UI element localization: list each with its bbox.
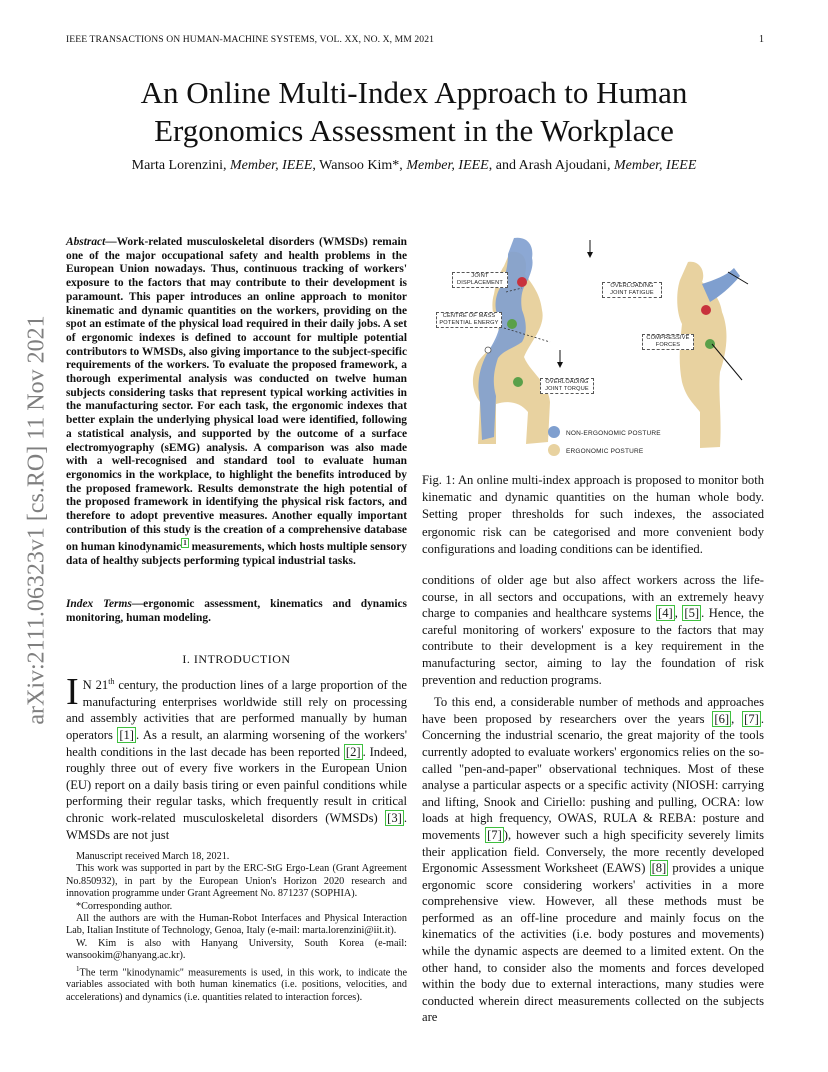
figure-illustration xyxy=(430,232,764,468)
footnote-link[interactable]: 1 xyxy=(183,539,187,548)
author-1: Marta Lorenzini, xyxy=(131,158,227,173)
intro-paragraph xyxy=(66,671,407,843)
citation-link[interactable]: [4] xyxy=(658,606,673,621)
author-2: , Wansoo Kim*, xyxy=(312,158,403,173)
author-2-role: Member, IEEE xyxy=(406,158,489,173)
abstract-text-end: measurements, which hosts multiple sensory data of healthy subjects performing typical industrial tasks. xyxy=(66,541,407,567)
footnotes xyxy=(66,851,407,1004)
title-line-2: Ergonomics Assessment in the Workplace xyxy=(154,113,674,148)
arrow-head xyxy=(557,362,563,368)
author-3: , and Arash Ajoudani, xyxy=(488,158,611,173)
right-column-text xyxy=(422,572,764,1032)
footnote-kinodynamic: $^1$The term "kinodynamic" measurements is used, in this work, to indicate the variables associated with both human kinematics (i.e. positions, velocities, and accelerations) and dynamics (i.e. quantities related to interaction forces). xyxy=(66,964,407,1003)
label-overloading-fatigue: OVERLOADING JOINT FATIGUE xyxy=(602,282,662,298)
red-marker xyxy=(701,305,711,315)
legend-swatch-ergonomic xyxy=(548,444,560,456)
author-3-role: Member, IEEE xyxy=(613,158,697,173)
intro-text-1: N 21 xyxy=(82,678,109,693)
intro-text-2: century, the production lines of a large proportion of the manufacturing enterprises worldwide still rely on processing and assembly activities that are performed manually by human operators xyxy=(66,678,407,742)
index-terms xyxy=(66,598,407,625)
legend-swatch-non-ergonomic xyxy=(548,426,560,438)
paragraph: To this end, a considerable number of methods and approaches have been proposed by researchers over the years [6] , [7] . Concerning the industrial scenario, the great majority of the tools currently adopted to evaluate workers' ergonomics relies on the so-called "pen-and-paper" observational techniques. Most of these analyse a particular aspects or a specific activity (NIOSH: carrying and lifting, Snook and Ciriello: pushing and pulling, OCRA: low loads at high frequency, OWAS, RULA & REBA: posture and movements [7] ), however such a high specificity severely limits their application field. Conversely, the more recently developed Ergonomic Assessment Worksheet (EAWS) [8] provides a unique ergonomic score considering workers' activities in a more comprehensive view. However, all these methods must be performed as an off-line procedure and mainly focus on the kinematics of the activities (i.e. body postures and movements) while the dynamic aspects are deemed to a limited extent. On the other hand, to consider also the moments and forces developed within the body due to external interactions, many studies were conducted wherein direct measurements collected on the subjects are xyxy=(422,695,764,1025)
citation-link[interactable]: [2] xyxy=(345,744,361,759)
footnote-corresponding: *Corresponding author. xyxy=(76,900,173,912)
index-terms-text: —ergonomic assessment, kinematics and dynamics monitoring, human modeling. xyxy=(66,598,407,624)
page-number: 1 xyxy=(759,34,764,45)
red-marker xyxy=(517,277,527,287)
footnote-affiliation-2: W. Kim is also with Hanyang University, South Korea (e-mail: wansookim@hanyang.ac.kr). xyxy=(66,937,407,962)
author-list xyxy=(40,158,788,174)
figure-1 xyxy=(430,232,764,468)
figure-caption: Fig. 1: An online multi-index approach is proposed to monitor both kinematic and dynamic quantities on the human whole body. Setting proper thresholds for such indexes, the associated ergonomic risk can be categorised and more convenient body configurations and loading conditions can be identified. xyxy=(422,473,764,556)
abstract-text: —Work-related musculoskeletal disorders (WMSDs) remain one of the major occupational safety and health problems in the European Union nowadays. Thus, continuous tracking of workers' exposure to the factors that may contribute to their development is paramount. This paper introduces an online approach to monitor kinematic and dynamic quantities on the workers, providing on the spot an estimate of the physical load required in their daily jobs. A set of ergonomic indexes is defined to account for multiple potential contributors to WMSDs, also giving importance to the subject-specific requirements of the workers. To evaluate the proposed framework, a thorough experimental analysis was conducted on twelve human subjects considering tasks that represent typical working activities in the manufacturing sector. For each task, the ergonomic indexes that better explain the underlying physical load were identified, following a statistical analysis, and supported by the outcome of a surface electromyography (sEMG) analysis. A comparison was also made with a well-recognised and standard tool to evaluate human ergonomics in the workplace, to highlight the benefits introduced by the proposed framework. Results demonstrate the high potential of the proposed framework in identifying the physical risk factors, and therefore to adopt preventive measures. Another equally important contribution of this study is the creation of a comprehensive database on human kinodynamic xyxy=(66,236,407,554)
citation-link[interactable]: [8] xyxy=(651,861,667,876)
citation-link[interactable]: [1] xyxy=(119,727,134,742)
arxiv-stamp xyxy=(14,280,60,760)
intro-text-3: . As a result, an alarming worsening of the workers' health conditions in the last decade has been reported xyxy=(66,727,407,759)
label-compressive-forces: COMPRESSIVE FORCES xyxy=(642,334,694,350)
abstract-label: Abstract xyxy=(66,236,106,248)
green-marker xyxy=(705,339,715,349)
label-centre-of-mass: CENTRE OF MASS POTENTIAL ENERGY xyxy=(436,312,502,328)
drop-cap: I xyxy=(66,671,79,713)
citation-link[interactable]: [3] xyxy=(387,810,402,825)
superscript: th xyxy=(108,677,115,686)
green-marker xyxy=(507,319,517,329)
legend-ergonomic: ERGONOMIC POSTURE xyxy=(566,448,644,455)
paper-title xyxy=(40,74,788,150)
label-overloading-torque: OVERLOADING JOINT TORQUE xyxy=(540,378,594,394)
green-marker xyxy=(513,377,523,387)
arxiv-id: arXiv:2111.06323v1 [cs.RO] 11 Nov 2021 xyxy=(23,315,50,725)
title-line-1: An Online Multi-Index Approach to Human xyxy=(140,75,688,110)
intro-text-4: . Indeed, roughly three out of every five workers in the European Union (EU) report on a daily basis tiring or even painful conditions while performing their regular tasks, which frequently result in critical chronic work-related musculoskeletal disorders (WMSDs) xyxy=(66,744,407,825)
citation-link[interactable]: [6] xyxy=(714,711,730,726)
footnote-affiliation: All the authors are with the Human-Robot Interfaces and Physical Interaction Lab, Italian Institute of Technology, Genoa, Italy (e-mail: marta.lorenzini@iit.it). xyxy=(66,913,407,937)
legend-non-ergonomic: NON-ERGONOMIC POSTURE xyxy=(566,430,661,437)
author-1-role: Member, IEEE xyxy=(229,158,313,173)
section-heading: I. INTRODUCTION xyxy=(182,652,291,666)
paragraph: conditions of older age but also affect workers across the life-course, in all sectors and occupations, with an extremely heavy charge to companies and healthcare systems [4] , [5] . Hence, the careful monitoring of workers' exposure to the factors that may contribute to their development is a key requirement in the manufacturing sector, aiming to lay the foundation of risk prevention and reduction programs. xyxy=(422,573,764,687)
intro-text-5: . WMSDs are not just xyxy=(66,810,407,842)
footnote-received: Manuscript received March 18, 2021. xyxy=(76,851,230,862)
journal-header: IEEE TRANSACTIONS ON HUMAN-MACHINE SYSTEMS, VOL. XX, NO. X, MM 2021 xyxy=(66,34,434,45)
arrow-head xyxy=(587,252,593,258)
com-marker xyxy=(485,347,491,353)
citation-link[interactable]: [5] xyxy=(684,606,700,621)
citation-link[interactable]: [7] xyxy=(487,827,502,842)
abstract xyxy=(66,236,407,569)
label-joint-displacement: JOINT DISPLACEMENT xyxy=(452,272,508,288)
citation-link[interactable]: [7] xyxy=(744,711,759,726)
footnote-funding: This work was supported in part by the ERC-StG Ergo-Lean (Grant Agreement No.850932), in part by the European Union's Horizon 2020 research and innovation programme under Grant Agreement No. 871237 (SOPHIA). xyxy=(66,863,407,900)
index-terms-label: Index Terms xyxy=(66,598,132,610)
